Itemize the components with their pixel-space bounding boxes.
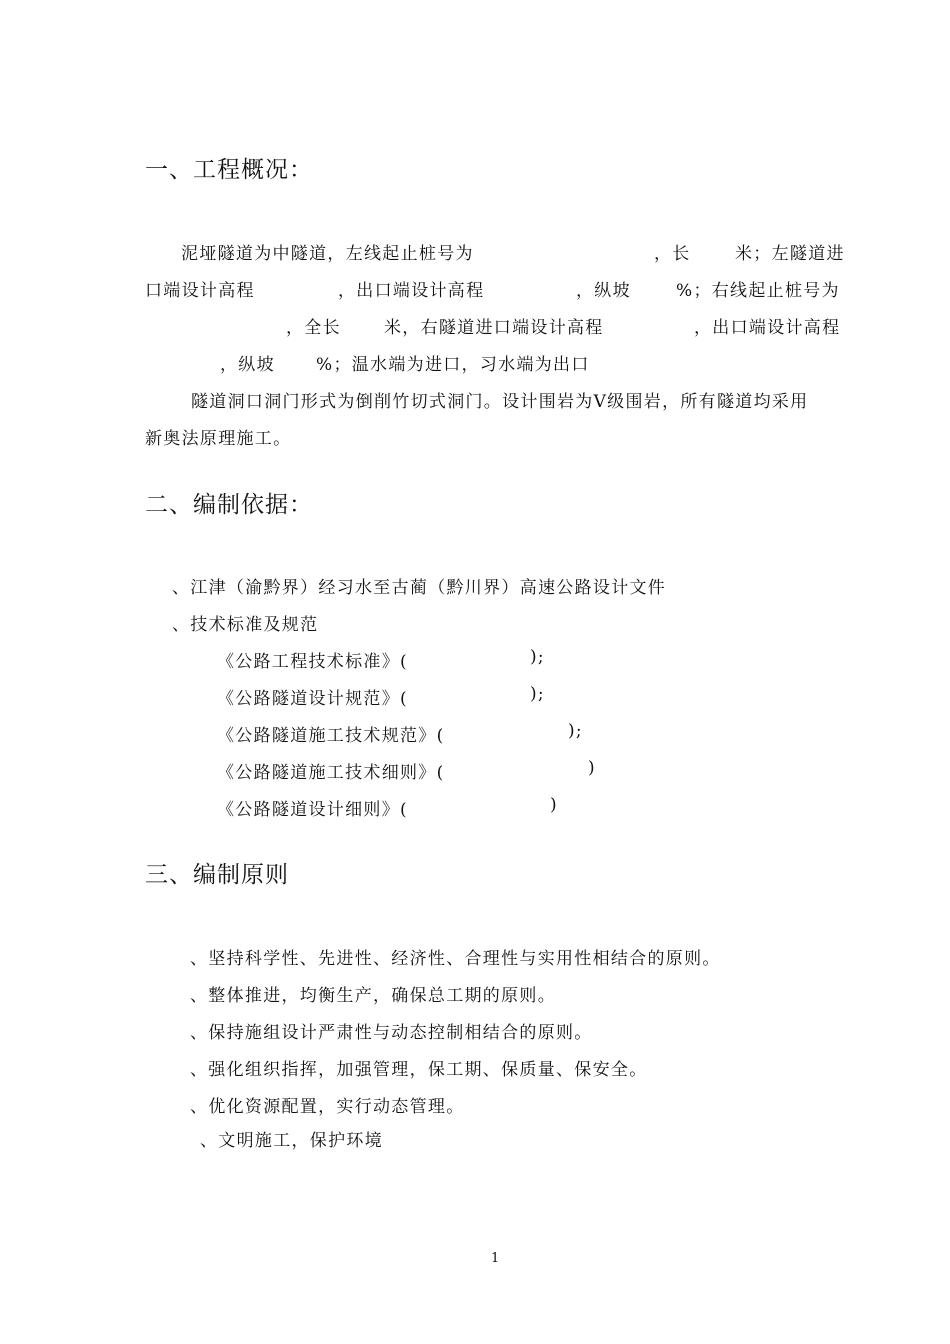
principle-item: 、强化组织指挥，加强管理，保工期、保质量、保安全。: [190, 1060, 648, 1080]
para1-line4-b: %；温水端为进口，习水端为出口: [316, 355, 590, 375]
standard-item-close: );: [530, 647, 545, 667]
para1-line3-b: 米，右隧道进口端设计高程: [384, 318, 604, 338]
para1-line4-a: ，纵坡: [220, 355, 275, 375]
para2-line2: 新奥法原理施工。: [145, 429, 292, 449]
para1-line2-b: ，出口端设计高程: [338, 281, 485, 301]
para2-line1: 隧道洞口洞门形式为倒削竹切式洞门。设计围岩为Ⅴ级围岩，所有隧道均采用: [191, 392, 809, 412]
para1-line2-a: 口端设计高程: [145, 281, 255, 301]
para1-line1-c: 米；左隧道进: [735, 244, 845, 264]
standard-item-name: 《公路隧道施工技术细则》(: [217, 763, 445, 783]
principle-item: 、保持施组设计严肃性与动态控制相结合的原则。: [190, 1023, 593, 1043]
standard-item-name: 《公路隧道设计细则》(: [217, 800, 408, 820]
standard-item-name: 《公路工程技术标准》(: [217, 652, 408, 672]
standard-item-name: 《公路隧道施工技术规范》(: [217, 726, 445, 746]
standard-item-name: 《公路隧道设计规范》(: [217, 689, 408, 709]
basis-item-1: 、江津（渝黔界）经习水至古蔺（黔川界）高速公路设计文件: [172, 578, 667, 598]
page-number: 1: [491, 1251, 500, 1266]
para1-line2-c: ，纵坡: [576, 281, 631, 301]
section3-heading: 三、编制原则: [145, 862, 289, 888]
para1-line1-b: ，长: [654, 244, 691, 264]
para1-line1-a: 泥垭隧道为中隧道，左线起止桩号为: [181, 244, 474, 264]
section2-heading: 二、编制依据：: [145, 492, 313, 518]
basis-item-2: 、技术标准及规范: [172, 615, 319, 635]
standard-item-close: );: [530, 684, 545, 704]
standard-item-close: );: [568, 721, 583, 741]
para1-line3-c: ，出口端设计高程: [694, 318, 841, 338]
para1-line2-d: %；右线起止桩号为: [676, 281, 840, 301]
principle-item: 、坚持科学性、先进性、经济性、合理性与实用性相结合的原则。: [190, 949, 721, 969]
standard-item-close: ): [550, 795, 558, 815]
section1-heading: 一、工程概况：: [145, 157, 313, 183]
principle-item: 、文明施工，保护环境: [200, 1131, 383, 1151]
standard-item-close: ): [588, 758, 596, 778]
para1-line3-a: ，全长: [286, 318, 341, 338]
principle-item: 、整体推进，均衡生产，确保总工期的原则。: [190, 986, 556, 1006]
principle-item: 、优化资源配置，实行动态管理。: [190, 1097, 465, 1117]
